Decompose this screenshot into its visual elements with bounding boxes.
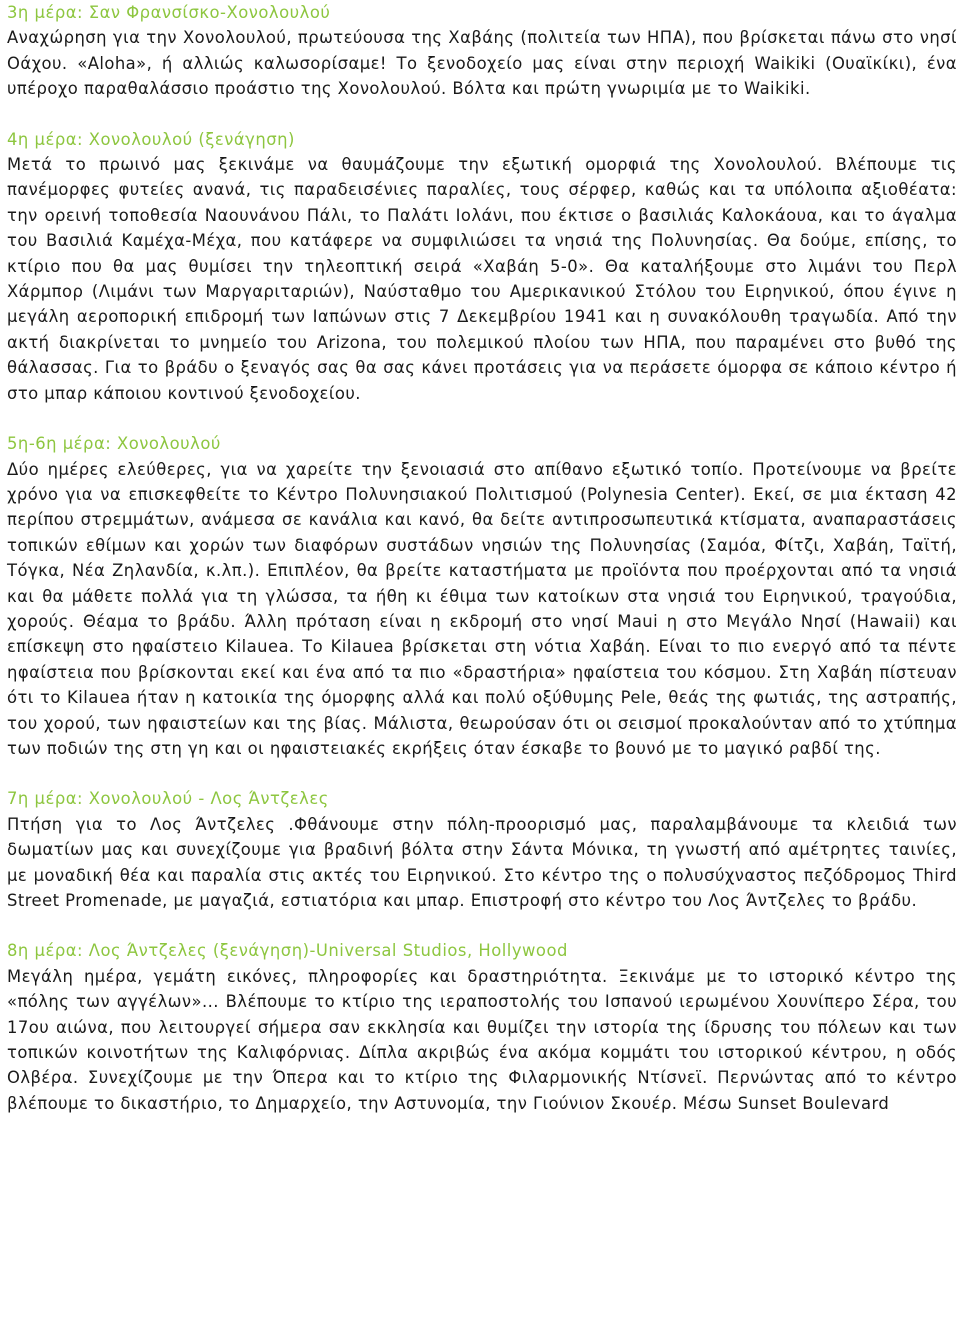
section-heading: 7η μέρα: Χονολουλού - Λος Άντζελες [7, 789, 329, 809]
document-page [7, 0, 957, 1141]
day-8-section [7, 938, 957, 1116]
section-paragraph: Μετά το πρωινό μας ξεκινάμε να θαυμάζουμε την εξωτική ομορφιά της Χονολουλού. Βλέπουμε τις πανέμορφες φυτείες ανανά, τις παραδεισένιες παραλίες, τους σέρφερ, καθώς και τα υπόλοιπα αξιοθέατα: την ορεινή τοποθεσία Ναουνάνου Πάλι, το Παλάτι Ιολάνι, που έκτισε ο βασιλιάς Καλοκάουα, και το άγαλμα του Βασιλιά Καμέχα-Μέχα, που κατάφερε να συμφιλιώσει τα νησιά της Πολυνησίας. Θα δούμε, επίσης, το κτίριο που θα μας θυμίσει την τηλεοπτική σειρά «Χαβάη 5-0». Θα καταλήξουμε στο λιμάνι του Περλ Χάρμπορ (Λιμάνι των Μαργαριταριών), Ναύσταθμο του Αμερικανικού Στόλου του Ειρηνικού, όπου έγινε η μεγάλη αεροπορική επιδρομή των Ιαπώνων στις 7 Δεκεμβρίου 1941 και η συνακόλουθη τραγωδία. Από την ακτή διακρίνεται το μνημείο του Arizona, του πολεμικού πλοίου των ΗΠΑ, που παραμένει στο βυθό της θάλασσας. Για το βράδυ ο ξεναγός σας θα σας κάνει προτάσεις για να περάσετε όμορφα σε κάποιο κέντρο ή στο μπαρ κάποιου κοντινού ξενοδοχείου. [7, 155, 957, 403]
section-heading: 5η-6η μέρα: Χονολουλού [7, 434, 221, 454]
day-4-section [7, 127, 957, 406]
section-heading: 4η μέρα: Χονολουλού (ξενάγηση) [7, 129, 295, 149]
day-3-section [7, 0, 957, 102]
section-heading: 8η μέρα: Λος Άντζελες (ξενάγηση)-Universal Studios, Hollywood [7, 941, 568, 961]
section-paragraph: Αναχώρηση για την Χονολουλού, πρωτεύουσα της Χαβάης (πολιτεία των ΗΠΑ), που βρίσκεται πάνω στο νησί Οάχου. «Aloha», ή αλλιώς καλωσορίσαμε! Το ξενοδοχείο μας είναι στην περιοχή Waikiki (Ουαϊκίκι), ένα υπέροχο παραθαλάσσιο προάστιο της Χονολουλού. Βόλτα και πρώτη γνωριμία με το Waikiki. [7, 28, 957, 99]
day-5-6-section [7, 431, 957, 761]
section-heading: 3η μέρα: Σαν Φρανσίσκο-Χονολουλού [7, 3, 331, 22]
section-paragraph: Δύο ημέρες ελεύθερες, για να χαρείτε την ξενοιασιά στο απίθανο εξωτικό τοπίο. Προτείνουμε να βρείτε χρόνο για να επισκεφθείτε το Κέντρο Πολυνησιακού Πολιτισμού (Polynesia Center). Εκεί, σε μια έκταση 42 περίπου στρεμμάτων, ανάμεσα σε κανάλια και κανό, θα δείτε αντιπροσωπευτικά κτίσματα, αναπαραστάσεις τοπικών εθίμων και χορών των διαφόρων συστάδων νησιών της Πολυνησίας (Σαμόα, Φίτζι, Χαβάη, Ταϊτή, Τόγκα, Νέα Ζηλανδία, κ.λπ.). Επιπλέον, θα βρείτε καταστήματα με προϊόντα που προέρχονται από τα νησιά και θα μάθετε πολλά για τη γλώσσα, τα ήθη κι έθιμα των κατοίκων στα νησιά του Ειρηνικού, τραγούδια, χορούς. Θέαμα το βράδυ. Άλλη πρόταση είναι η εκδρομή στο νησί Maui η στο Μεγάλο Νησί (Hawaii) και επίσκεψη στο ηφαίστειο Kilauea. Το Kilauea βρίσκεται στη νότια Χαβάη. Είναι το πιο ενεργό από τα πέντε ηφαίστεια που βρίσκονται εκεί και ένα από τα πιο «δραστήρια» ηφαίστεια του κόσμου. Στη Χαβάη πίστευαν ότι το Kilauea ήταν η κατοικία της όμορφης αλλά και πολύ οξύθυμης Pele, θεάς της φωτιάς, της αστραπής, του χορού, των ηφαιστείων και της βίας. Μάλιστα, θεωρούσαν ότι οι σεισμοί προκαλούνταν από το χτύπημα των ποδιών της στη γη και οι ηφαιστειακές εκρήξεις όταν έσκαβε το βουνό με το μαγικό ραβδί της. [7, 459, 957, 758]
section-paragraph: Μεγάλη ημέρα, γεμάτη εικόνες, πληροφορίες και δραστηριότητα. Ξεκινάμε με το ιστορικό κέντρο της «πόλης των αγγέλων»... Βλέπουμε το κτίριο της ιεραποστολής του Ισπανού ιερωμένου Χουνίπερο Σέρα, του 17ου αιώνα, που λειτουργεί σήμερα σαν εκκλησία και θυμίζει την ιστορία της ίδρυσης του πόλεων και των τοπικών κοινοτήτων της Καλιφόρνιας. Δίπλα ακριβώς ένα ακόμα κομμάτι του ιστορικού κέντρου, η οδός Ολβέρα. Συνεχίζουμε με την Όπερα και το κτίριο της Φιλαρμονικής Ντίσνεϊ. Περνώντας από το κέντρο βλέπουμε το δικαστήριο, το Δημαρχείο, την Αστυνομία, την Γιούνιον Σκουέρ. Μέσω Sunset Boulevard [7, 966, 957, 1113]
day-7-section [7, 786, 957, 913]
section-paragraph: Πτήση για το Λος Άντζελες .Φθάνουμε στην πόλη-προορισμό μας, παραλαμβάνουμε τα κλειδιά των δωματίων μας και συνεχίζουμε για βραδινή βόλτα στην Σάντα Μόνικα, τη γνωστή από αμέτρητες ταινίες, με μοναδική θέα και παραλία στις ακτές του Ειρηνικού. Στο κέντρο της ο πολυσύχναστος πεζόδρομος Third Street Promenade, με μαγαζιά, εστιατόρια και μπαρ. Επιστροφή στο κέντρο του Λος Άντζελες το βράδυ. [7, 814, 957, 910]
